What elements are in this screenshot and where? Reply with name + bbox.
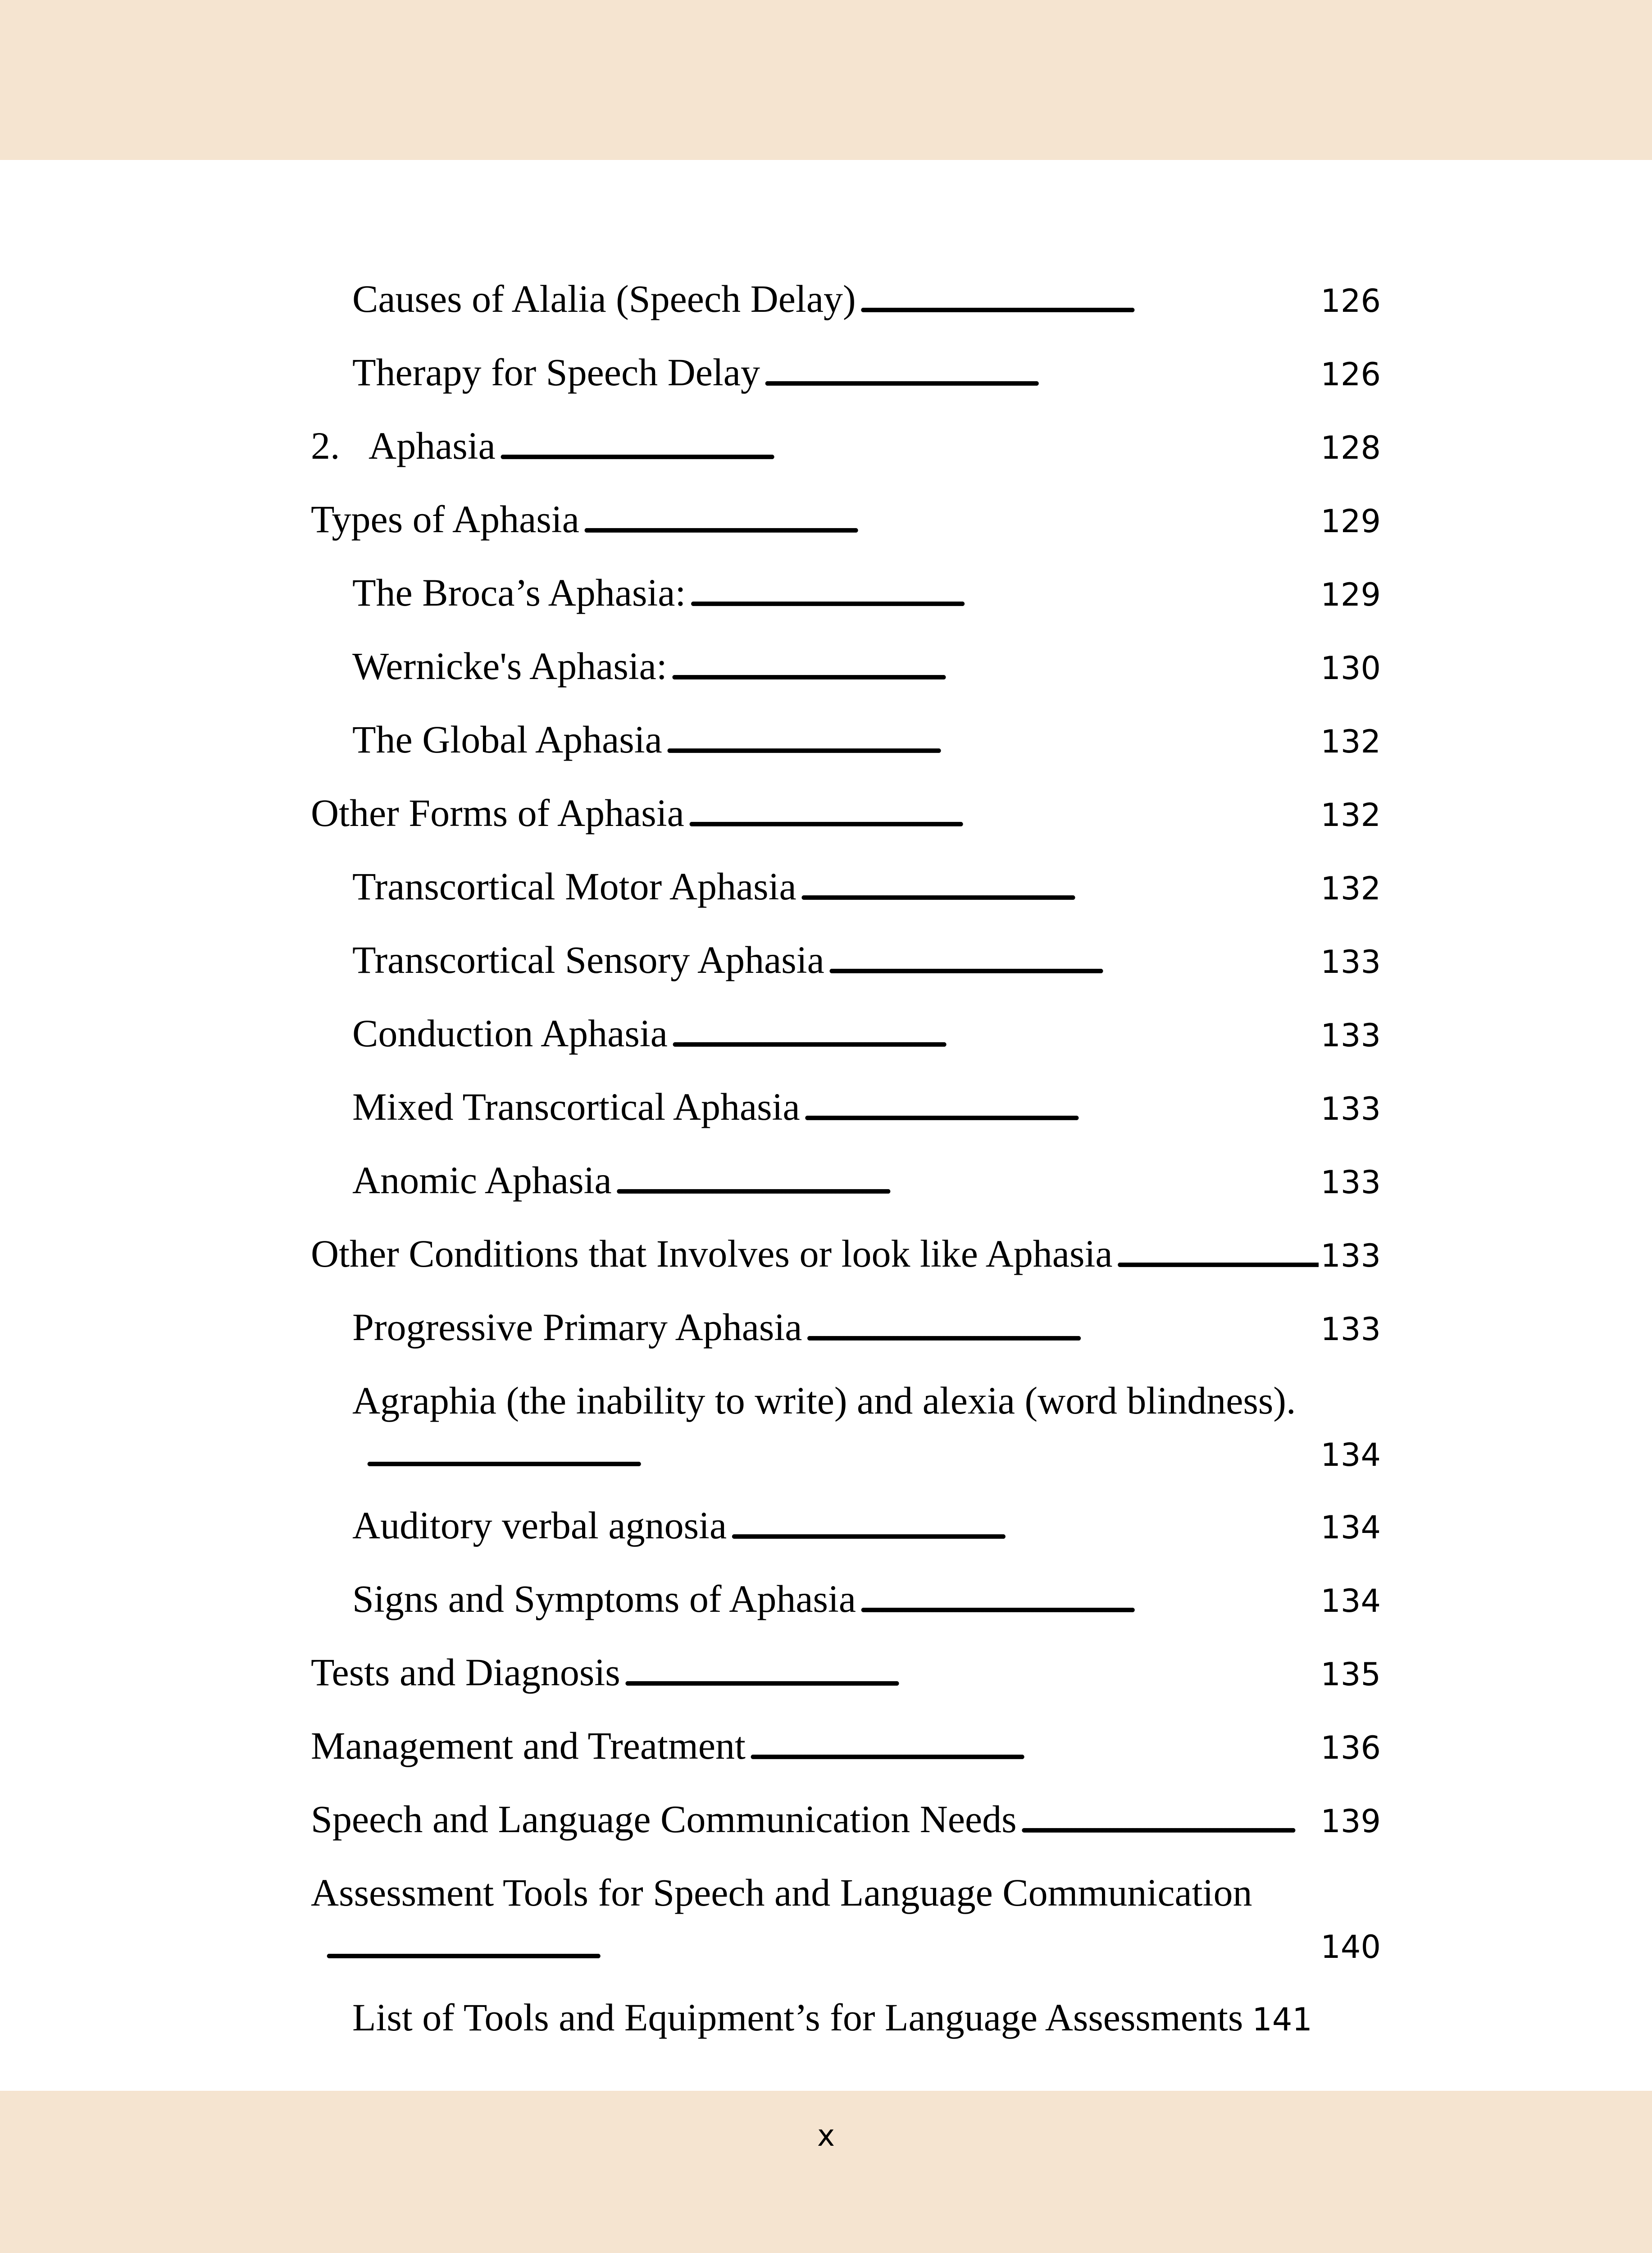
toc-entry-page: 126 <box>1320 283 1381 319</box>
toc-entry-page: 134 <box>1320 1509 1381 1546</box>
toc-entry-title: Wernicke's Aphasia: <box>352 644 667 688</box>
toc-entry-title: Mixed Transcortical Aphasia <box>352 1085 800 1128</box>
toc-entry-page: 126 <box>1320 356 1381 393</box>
toc-leader <box>324 1920 1319 1970</box>
toc-leader <box>859 274 1319 324</box>
toc-entry-conduction-aphasia[interactable] <box>311 1008 1381 1058</box>
toc-entry-title: Progressive Primary Aphasia <box>352 1305 802 1349</box>
toc-entry-transcortical-sensory[interactable] <box>311 935 1381 985</box>
toc-entry-aphasia[interactable] <box>311 421 1381 470</box>
toc-entry-signs-symptoms[interactable] <box>311 1574 1381 1624</box>
toc-entry-title: Other Forms of Aphasia <box>311 791 684 835</box>
toc-entry-page: 133 <box>1320 1017 1381 1054</box>
toc-entry-title: Anomic Aphasia <box>352 1158 612 1202</box>
toc-entry-page: 132 <box>1320 797 1381 834</box>
toc-entry-page: 132 <box>1320 723 1381 760</box>
toc-leader <box>827 935 1319 985</box>
toc-entry-global-aphasia[interactable] <box>311 715 1381 764</box>
toc-entry-page: 133 <box>1320 944 1381 981</box>
toc-leader <box>1019 1794 1319 1844</box>
toc-entry-page: 133 <box>1320 1311 1381 1348</box>
toc-entry-other-conditions[interactable] <box>311 1229 1381 1278</box>
toc-entry-title: Transcortical Sensory Aphasia <box>352 938 824 981</box>
toc-entry-progressive-primary[interactable] <box>311 1302 1381 1352</box>
toc-entry-page: 129 <box>1320 503 1381 540</box>
toc-entry-title: The Broca’s Aphasia: <box>352 571 686 614</box>
toc-entry-title: Types of Aphasia <box>311 497 579 541</box>
toc-leader <box>803 1082 1319 1131</box>
toc-entry-therapy-speech-delay[interactable] <box>311 347 1381 397</box>
toc-entry-title: Management and Treatment <box>311 1724 746 1767</box>
toc-leader <box>763 347 1319 397</box>
toc-entry-title: The Global Aphasia <box>352 718 662 761</box>
toc-leader <box>805 1302 1319 1352</box>
toc-entry-title: Other Conditions that Involves or look like Aphasia <box>311 1232 1113 1275</box>
toc-entry-title: Tests and Diagnosis <box>311 1651 620 1694</box>
toc-entry-page: 133 <box>1320 1164 1381 1201</box>
toc-entry-page: 141 <box>1252 2001 1312 2038</box>
toc-entry-page: 136 <box>1320 1729 1381 1766</box>
toc-entry-causes-of-alalia[interactable] <box>311 274 1381 324</box>
toc-leader <box>670 1008 1319 1058</box>
toc-leader <box>1115 1229 1319 1278</box>
toc-entry-page: 128 <box>1320 429 1381 466</box>
toc-entry-mixed-transcortical[interactable] <box>311 1082 1381 1131</box>
toc-leader <box>670 641 1319 691</box>
toc-entry-title: Signs and Symptoms of Aphasia <box>352 1577 856 1620</box>
toc-entry-title: Conduction Aphasia <box>352 1012 668 1055</box>
header-band <box>0 0 1652 160</box>
toc-entry-page: 134 <box>1320 1437 1381 1473</box>
toc-entry-title: Transcortical Motor Aphasia <box>352 865 796 908</box>
toc-entry-page: 133 <box>1320 1090 1381 1127</box>
toc-entry-page: 135 <box>1320 1656 1381 1693</box>
toc-entry-title: Assessment Tools for Speech and Language Communication <box>311 1871 1252 1914</box>
toc-entry-assessment-tools-continued[interactable] <box>311 1920 1381 1970</box>
toc-entry-agraphia-alexia[interactable] <box>311 1376 1381 1425</box>
toc-leader <box>623 1647 1319 1697</box>
toc-entry-page: 139 <box>1320 1803 1381 1840</box>
toc-entry-page: 134 <box>1320 1583 1381 1619</box>
toc-entry-assessment-tools[interactable] <box>311 1868 1381 1917</box>
toc-entry-other-forms-of-aphasia[interactable] <box>311 788 1381 838</box>
toc-entry-brocas-aphasia[interactable] <box>311 568 1381 617</box>
toc-entry-anomic-aphasia[interactable] <box>311 1155 1381 1205</box>
toc-entry-title: Therapy for Speech Delay <box>352 351 760 394</box>
toc-leader <box>498 421 1319 470</box>
toc-entry-page: 129 <box>1320 576 1381 613</box>
toc-entry-number: 2. <box>311 424 340 467</box>
toc-entry-title: Aphasia <box>369 424 496 467</box>
toc-entry-title: Agraphia (the inability to write) and alexia (word blindness). <box>352 1379 1296 1422</box>
toc-entry-agraphia-alexia-continued[interactable] <box>311 1428 1381 1478</box>
toc-leader <box>582 494 1319 544</box>
toc-entry-title: Speech and Language Communication Needs <box>311 1797 1017 1841</box>
toc-entry-wernickes-aphasia[interactable] <box>311 641 1381 691</box>
toc-entry-transcortical-motor[interactable] <box>311 862 1381 911</box>
toc-entry-title: Causes of Alalia (Speech Delay) <box>352 277 856 320</box>
toc-entry-list-of-tools[interactable] <box>311 1993 1381 2042</box>
toc-leader <box>365 1428 1319 1478</box>
toc-entry-management-treatment[interactable] <box>311 1721 1381 1770</box>
toc-entry-page: 133 <box>1320 1237 1381 1274</box>
toc-leader <box>799 862 1319 911</box>
toc-entry-page: 132 <box>1320 870 1381 907</box>
toc-entry-tests-diagnosis[interactable] <box>311 1647 1381 1697</box>
toc-entry-communication-needs[interactable] <box>311 1794 1381 1844</box>
toc-leader <box>748 1721 1319 1770</box>
toc-entry-page: 140 <box>1320 1929 1381 1966</box>
page-number: x <box>817 2118 835 2153</box>
toc-entry-page: 130 <box>1320 650 1381 687</box>
toc-entry-types-of-aphasia[interactable] <box>311 494 1381 544</box>
toc-entry-title: List of Tools and Equipment’s for Language Assessments <box>352 1996 1243 2039</box>
toc-leader <box>665 715 1319 764</box>
toc-leader <box>614 1155 1319 1205</box>
toc-leader <box>687 788 1319 838</box>
toc-entry-title: Auditory verbal agnosia <box>352 1504 727 1547</box>
toc-leader <box>688 568 1319 617</box>
toc-entry-auditory-verbal-agnosia[interactable] <box>311 1500 1381 1550</box>
toc-leader <box>729 1500 1319 1550</box>
toc-leader <box>859 1574 1319 1624</box>
